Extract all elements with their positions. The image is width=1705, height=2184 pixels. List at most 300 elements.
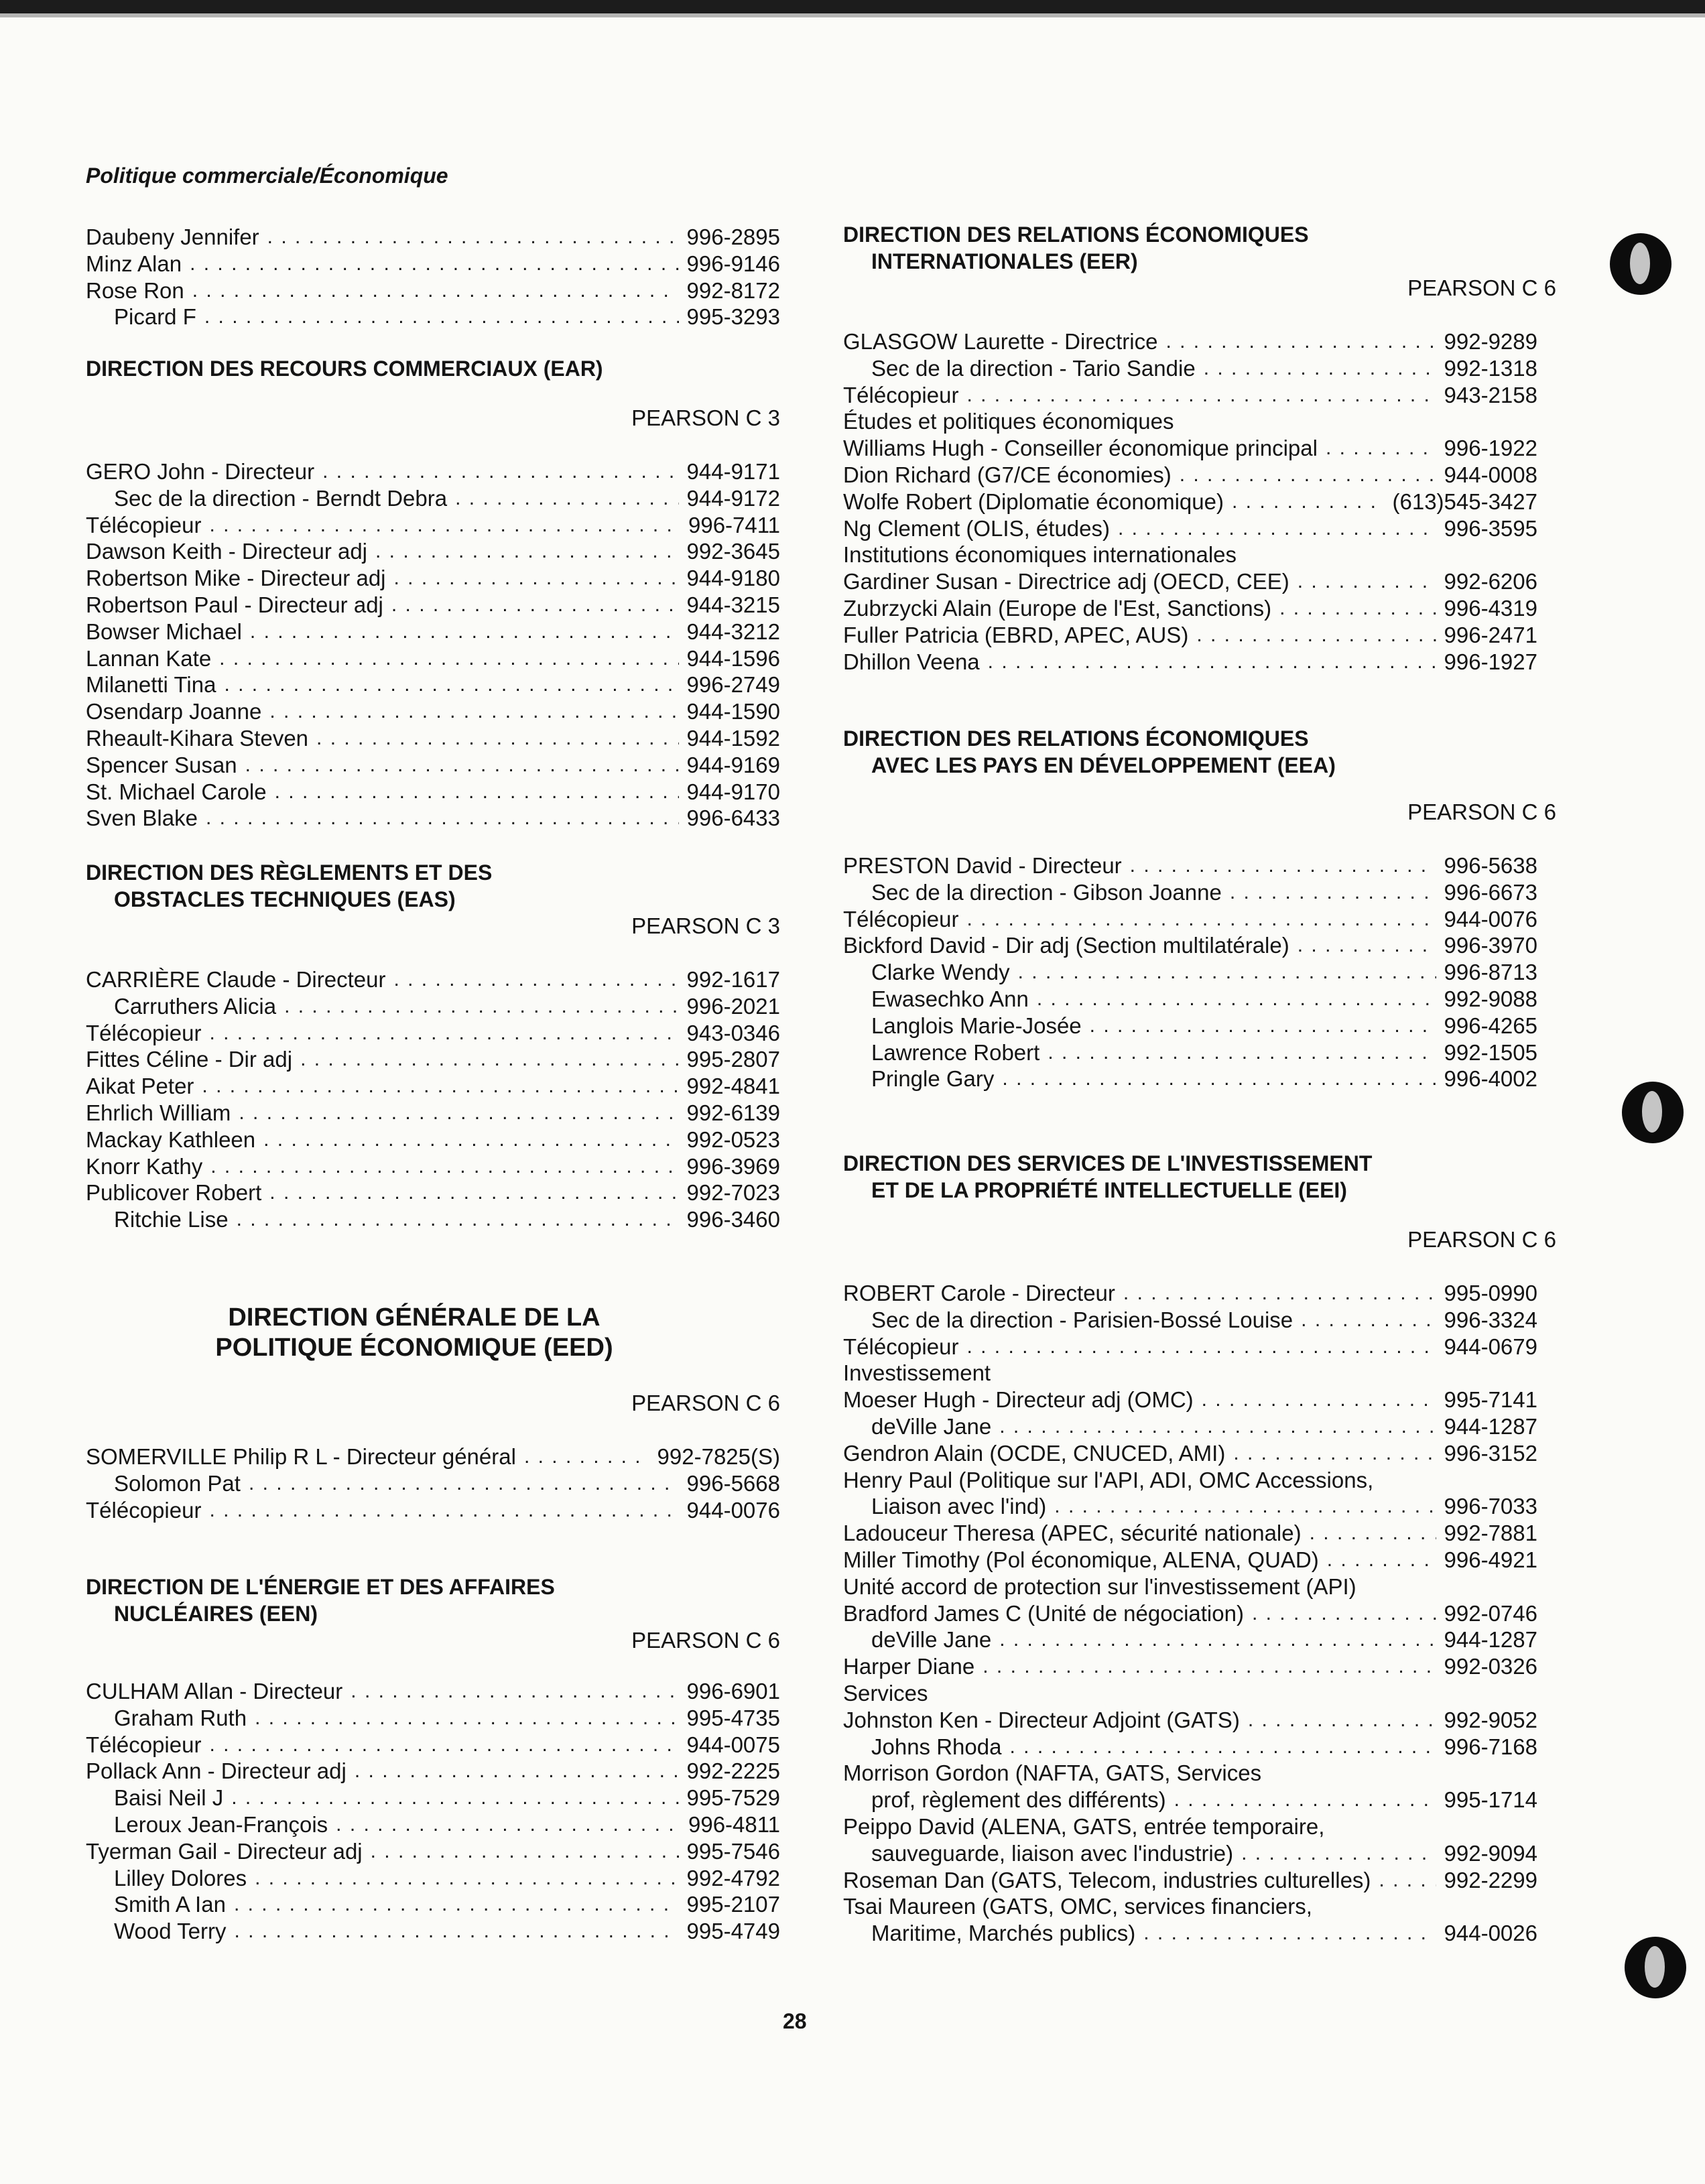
dot-leader [371,1838,679,1865]
dot-leader [209,1020,678,1047]
entry-name: Aikat Peter [86,1074,194,1099]
section-rows [86,1443,780,1523]
entry-phone: 992-0523 [686,1127,780,1152]
entry-name: Lannan Kate [86,645,212,671]
entry-name: Peippo David (ALENA, GATS, entrée temporaire, [843,1813,1325,1839]
directory-entry [843,1920,1537,1947]
directory-entry [843,489,1537,515]
directory-entry [843,1467,1537,1494]
entry-phone: 996-1927 [1444,649,1537,674]
entry-name: Clarke Wendy [871,960,1010,985]
section-rows [843,1280,1537,1947]
directory-entry [843,1893,1537,1920]
directory-entry [86,1497,780,1524]
dot-leader [204,304,679,330]
entry-phone: 995-0990 [1444,1281,1537,1305]
right-column [843,0,1556,2184]
entry-phone: 992-1505 [1444,1039,1537,1065]
entry-phone: 992-2299 [1444,1867,1537,1892]
entry-phone: 944-0076 [1444,906,1537,932]
dot-leader [300,1046,678,1073]
section-rows [86,966,780,1233]
dot-leader [269,698,678,725]
entry-name: Lawrence Robert [871,1039,1040,1065]
directory-entry [86,779,780,806]
dot-leader [269,1179,678,1206]
entry-name: Moeser Hugh - Directeur adj (OMC) [843,1387,1194,1413]
binder-hole-top [1610,233,1671,295]
dot-leader [1048,1039,1436,1066]
entry-name: Zubrzycki Alain (Europe de l'Est, Sanctions) [843,595,1272,621]
directory-entry [86,805,780,832]
entry-phone: 992-3645 [686,539,780,564]
entry-phone: 996-2021 [686,993,780,1019]
entry-phone: 996-4921 [1444,1547,1537,1572]
entry-name: Robertson Paul - Directeur adj [86,592,383,617]
dot-leader [966,906,1436,933]
entry-name: Bowser Michael [86,619,242,644]
entry-name: Harper Diane [843,1654,975,1679]
section-location: PEARSON C 6 [631,1628,780,1653]
section-heading: DIRECTION DES RÈGLEMENTS ET DES OBSTACLES TECHNIQUES (EAS) [86,860,493,911]
entry-phone: 996-1922 [1444,436,1537,461]
entry-phone: (613)545-3427 [1392,489,1537,514]
entry-name: Gardiner Susan - Directrice adj (OECD, CEE) [843,569,1289,594]
entry-phone: 992-2225 [686,1758,780,1784]
entry-phone: 996-2895 [686,224,780,249]
dot-leader [1298,568,1436,595]
entry-name: Pringle Gary [871,1066,995,1092]
section-heading: DIRECTION DES SERVICES DE L'INVESTISSEMENT ET DE LA PROPRIÉTÉ INTELLECTUELLE (EEI) [843,1151,1373,1202]
directory-entry [843,541,1537,568]
entry-name: St. Michael Carole [86,779,267,804]
entry-name: Daubeny Jennifer [86,224,259,249]
entry-phone: 996-3324 [1444,1307,1537,1332]
dot-leader [284,993,678,1020]
section-eei [843,1150,1556,1947]
page-number: 28 [783,2009,807,2033]
directory-entry [86,1206,780,1233]
entry-name: Télécopieur [843,1334,959,1359]
directory-entry [843,1039,1537,1066]
directory-entry [843,1867,1537,1894]
entry-name: Télécopieur [86,1497,202,1523]
directory-entry [843,595,1537,622]
entry-phone: 992-0746 [1444,1600,1537,1626]
entry-name: Sven Blake [86,806,198,831]
entry-name: Spencer Susan [86,752,237,777]
entry-phone: 996-2471 [1444,622,1537,647]
directory-entry [843,1760,1537,1787]
entry-name: Mackay Kathleen [86,1127,256,1152]
entry-phone: 995-7546 [686,1838,780,1864]
entry-name: Graham Ruth [114,1705,247,1730]
entry-phone: 944-9169 [686,752,780,777]
dot-leader [209,1497,678,1524]
entry-phone: 995-1714 [1444,1787,1537,1813]
section-location: PEARSON C 3 [631,913,780,938]
directory-entry [843,932,1537,959]
entry-phone: 996-3595 [1444,515,1537,541]
entry-name: Rose Ron [86,277,184,303]
page-title: Politique commerciale/Économique [86,164,448,188]
entry-phone: 944-1287 [1444,1627,1537,1653]
dot-leader [234,1891,679,1918]
entry-name: Publicover Robert [86,1180,262,1206]
entry-phone: 996-3970 [1444,933,1537,958]
entry-name: Tsai Maureen (GATS, OMC, services financiers, [843,1894,1312,1919]
dot-leader [1202,1387,1436,1413]
dot-leader [999,1626,1436,1653]
directory-entry [843,986,1537,1013]
dot-leader [219,645,678,672]
entry-name: Carruthers Alicia [114,993,277,1019]
entry-name: Ng Clement (OLIS, études) [843,515,1110,541]
entry-name: Tyerman Gail - Directeur adj [86,1838,363,1864]
dot-leader [237,1206,679,1233]
directory-entry [843,1813,1537,1840]
directory-entry [843,1734,1537,1760]
directory-entry [86,1100,780,1127]
entry-phone: 995-2807 [686,1047,780,1072]
entry-name: deVille Jane [871,1413,992,1439]
entry-phone: 944-9172 [686,485,780,511]
entry-name: Ladouceur Theresa (APEC, sécurité nationale) [843,1521,1302,1546]
entry-phone: 996-4319 [1444,595,1537,621]
entry-phone: 944-9171 [686,459,780,484]
dot-leader [239,1100,678,1127]
directory-entry [843,1413,1537,1440]
entry-name: Télécopieur [843,906,959,932]
directory-entry [86,277,780,304]
entry-phone: 943-2158 [1444,382,1537,407]
section-rows [86,1678,780,1945]
dot-leader [1248,1707,1436,1734]
entry-name: Télécopieur [86,512,202,537]
dot-leader [245,752,679,779]
entry-name: Institutions économiques internationales [843,542,1237,568]
dot-leader [255,1705,678,1732]
entry-phone: 995-4749 [686,1919,780,1944]
entry-phone: 996-6433 [686,806,780,831]
entry-name: Maritime, Marchés publics) [871,1921,1136,1946]
directory-entry [843,1334,1537,1360]
entry-name: Dion Richard (G7/CE économies) [843,462,1172,487]
dot-leader [1196,622,1436,649]
dot-leader [255,1865,678,1892]
directory-entry [86,1153,780,1180]
dot-leader [1301,1307,1436,1334]
entry-name: Ewasechko Ann [871,986,1029,1011]
entry-name: Picard F [114,304,196,330]
top-rows [86,224,780,330]
section-eea [843,725,1556,1092]
entry-phone: 992-9289 [1444,329,1537,354]
entry-name: Sec de la direction - Tario Sandie [871,355,1196,381]
section-location: PEARSON C 3 [631,405,780,430]
entry-name: Miller Timothy (Pol économique, ALENA, QUAD) [843,1547,1319,1572]
entry-name: Sec de la direction - Berndt Debra [114,485,448,511]
section-location: PEARSON C 6 [1407,1227,1556,1252]
directory-entry [86,966,780,993]
directory-entry [86,645,780,672]
directory-entry [86,1732,780,1758]
dot-leader [1379,1867,1436,1894]
entry-name: Sec de la direction - Parisien-Bossé Louise [871,1307,1293,1332]
entry-phone: 995-3293 [686,304,780,330]
dot-leader [1123,1280,1436,1307]
entry-name: Roseman Dan (GATS, Telecom, industries culturelles) [843,1867,1371,1892]
entry-name: Henry Paul (Politique sur l'API, ADI, OMC Accessions, [843,1467,1374,1492]
directory-entry [843,1547,1537,1573]
entry-phone: 996-5638 [1444,853,1537,878]
directory-entry [86,224,780,251]
dot-leader [351,1678,678,1705]
entry-name: Télécopieur [843,382,959,407]
entry-phone: 944-0075 [686,1732,780,1757]
entry-phone: 944-0076 [686,1497,780,1523]
entry-phone: 995-4735 [686,1705,780,1730]
dot-leader [316,725,679,752]
directory-entry [86,1073,780,1100]
directory-entry [86,993,780,1020]
dot-leader [190,251,678,277]
entry-name: GLASGOW Laurette - Directrice [843,329,1158,354]
directory-entry [843,1493,1537,1520]
section-rows [86,458,780,832]
entry-name: Sec de la direction - Gibson Joanne [871,879,1222,905]
directory-entry [86,1918,780,1945]
directory-entry [843,408,1537,435]
directory-entry [86,485,780,512]
entry-phone: 996-3460 [686,1207,780,1232]
directory-entry [86,512,780,539]
entry-name: Bickford David - Dir adj (Section multilatérale) [843,933,1289,958]
directory-entry [843,879,1537,906]
directory-entry [843,1787,1537,1813]
dot-leader [455,485,678,512]
dot-leader [1174,1787,1436,1813]
entry-phone: 995-2107 [686,1892,780,1917]
entry-name: Fittes Céline - Dir adj [86,1047,293,1072]
entry-name: Études et politiques économiques [843,409,1174,434]
dot-leader [394,565,679,592]
directory-entry [843,1387,1537,1413]
entry-phone: 992-7825(S) [657,1444,780,1469]
dot-leader [1232,489,1385,515]
section-heading-large: DIRECTION GÉNÉRALE DE LA POLITIQUE ÉCONOMIQUE (EED) [215,1303,613,1362]
dot-leader [1326,435,1436,462]
entry-phone: 992-7881 [1444,1521,1537,1546]
entry-phone: 992-9052 [1444,1707,1537,1732]
entry-phone: 992-6206 [1444,569,1537,594]
dot-leader [209,512,680,539]
dot-leader [966,382,1436,409]
section-rows [843,328,1537,675]
entry-name: sauveguarde, liaison avec l'industrie) [871,1840,1234,1866]
dot-leader [322,458,678,485]
dot-leader [235,1918,679,1945]
section-heading: DIRECTION DE L'ÉNERGIE ET DES AFFAIRES NUCLÉAIRES (EEN) [86,1575,555,1626]
directory-entry [843,1653,1537,1680]
dot-leader [209,1732,678,1758]
entry-phone: 944-3215 [686,592,780,617]
directory-entry [843,1626,1537,1653]
section-heading: DIRECTION DES RECOURS COMMERCIAUX (EAR) [86,357,603,381]
dot-leader [524,1443,649,1470]
section-heading: DIRECTION DES RELATIONS ÉCONOMIQUES INTERNATIONALES (EER) [843,222,1309,273]
directory-entry [86,304,780,330]
dot-leader [1310,1520,1436,1547]
directory-entry [843,435,1537,462]
entry-name: prof, règlement des différents) [871,1787,1166,1813]
entry-phone: 992-8172 [686,277,780,303]
entry-name: Dhillon Veena [843,649,980,674]
entry-phone: 944-0026 [1444,1921,1537,1946]
entry-name: Lilley Dolores [114,1865,247,1890]
section-eer [843,221,1556,675]
entry-phone: 996-6673 [1444,879,1537,905]
entry-name: Wood Terry [114,1919,227,1944]
dot-leader [966,1334,1436,1360]
directory-entry [843,649,1537,676]
dot-leader [1230,879,1436,906]
directory-entry [843,1307,1537,1334]
entry-phone: 995-7141 [1444,1387,1537,1413]
directory-entry [843,462,1537,489]
entry-phone: 944-0008 [1444,462,1537,487]
directory-entry [86,1758,780,1785]
directory-entry [843,906,1537,933]
entry-phone: 944-1590 [686,699,780,724]
directory-entry [843,1520,1537,1547]
directory-entry [843,355,1537,382]
directory-entry [843,1280,1537,1307]
section-location: PEARSON C 6 [1407,275,1556,300]
directory-entry [86,1705,780,1732]
section-heading: DIRECTION DES RELATIONS ÉCONOMIQUES AVEC LES PAYS EN DÉVELOPPEMENT (EEA) [843,726,1336,777]
directory-entry [86,1179,780,1206]
entry-name: Smith A Ian [114,1892,226,1917]
directory-entry [86,619,780,645]
dot-leader [224,671,678,698]
entry-name: Bradford James C (Unité de négociation) [843,1600,1244,1626]
entry-phone: 996-7411 [688,512,780,537]
dot-leader [1252,1600,1436,1627]
entry-name: SOMERVILLE Philip R L - Directeur général [86,1444,516,1469]
entry-phone: 992-6139 [686,1100,780,1125]
entry-phone: 995-7529 [686,1785,780,1811]
dot-leader [355,1758,679,1785]
entry-phone: 992-9088 [1444,986,1537,1011]
entry-name: Gendron Alain (OCDE, CNUCED, AMI) [843,1440,1226,1466]
section-een [86,1573,780,1945]
entry-phone: 944-0679 [1444,1334,1537,1359]
entry-phone: 992-1617 [686,967,780,992]
directory-entry [843,1013,1537,1039]
directory-entry [843,959,1537,986]
directory-entry [86,1838,780,1865]
entry-name: Investissement [843,1360,991,1386]
entry-name: Milanetti Tina [86,672,216,698]
directory-entry [86,565,780,592]
entry-name: Dawson Keith - Directeur adj [86,539,368,564]
entry-phone: 944-9180 [686,566,780,591]
top-list [86,224,780,330]
directory-entry [86,752,780,779]
entry-name: Liaison avec l'ind) [871,1494,1047,1519]
entry-phone: 996-2749 [686,672,780,698]
entry-name: ROBERT Carole - Directeur [843,1281,1115,1305]
dot-leader [249,1470,679,1497]
dot-leader [275,779,679,806]
entry-phone: 996-3969 [686,1153,780,1179]
entry-name: Williams Hugh - Conseiller économique principal [843,436,1318,461]
entry-phone: 944-3212 [686,619,780,644]
entry-phone: 944-1287 [1444,1413,1537,1439]
entry-name: Minz Alan [86,251,182,276]
entry-phone: 996-9146 [686,251,780,276]
directory-entry [86,698,780,725]
directory-entry [86,538,780,565]
dot-leader [1143,1920,1436,1947]
dot-leader [1090,1013,1436,1039]
entry-name: Wolfe Robert (Diplomatie économique) [843,489,1224,514]
dot-leader [210,1153,678,1180]
entry-name: Fuller Patricia (EBRD, APEC, AUS) [843,622,1189,647]
entry-name: Télécopieur [86,1020,202,1045]
directory-entry [86,671,780,698]
entry-name: GERO John - Directeur [86,459,315,484]
section-location: PEARSON C 6 [1407,799,1556,824]
dot-leader [1009,1734,1436,1760]
entry-name: Télécopieur [86,1732,202,1757]
entry-phone: 944-9170 [686,779,780,804]
directory-entry [843,1066,1537,1092]
entry-name: CULHAM Allan - Directeur [86,1679,343,1704]
dot-leader [999,1413,1436,1440]
dot-leader [267,224,679,251]
entry-phone: 996-4265 [1444,1013,1537,1038]
entry-phone: 992-9094 [1444,1840,1537,1866]
entry-phone: 992-4792 [686,1865,780,1890]
entry-phone: 943-0346 [686,1020,780,1045]
binder-hole-bottom [1625,1937,1686,1998]
directory-entry [843,852,1537,879]
dot-leader [375,538,679,565]
directory-entry [86,1891,780,1918]
dot-leader [1165,328,1436,355]
section-ear [86,355,780,832]
entry-phone: 992-0326 [1444,1654,1537,1679]
directory-entry [843,382,1537,409]
entry-name: Baisi Neil J [114,1785,224,1811]
entry-name: Services [843,1680,928,1706]
dot-leader [1018,959,1436,986]
dot-leader [393,966,678,993]
dot-leader [1241,1840,1436,1867]
entry-name: Leroux Jean-François [114,1811,328,1837]
directory-entry [86,1046,780,1073]
entry-name: Knorr Kathy [86,1153,203,1179]
dot-leader [1002,1066,1436,1092]
dot-leader [1037,986,1436,1013]
entry-phone: 996-4811 [688,1811,780,1837]
entry-name: Langlois Marie-Josée [871,1013,1082,1038]
entry-phone: 996-5668 [686,1470,780,1496]
entry-phone: 996-8713 [1444,960,1537,985]
directory-entry [86,1785,780,1811]
